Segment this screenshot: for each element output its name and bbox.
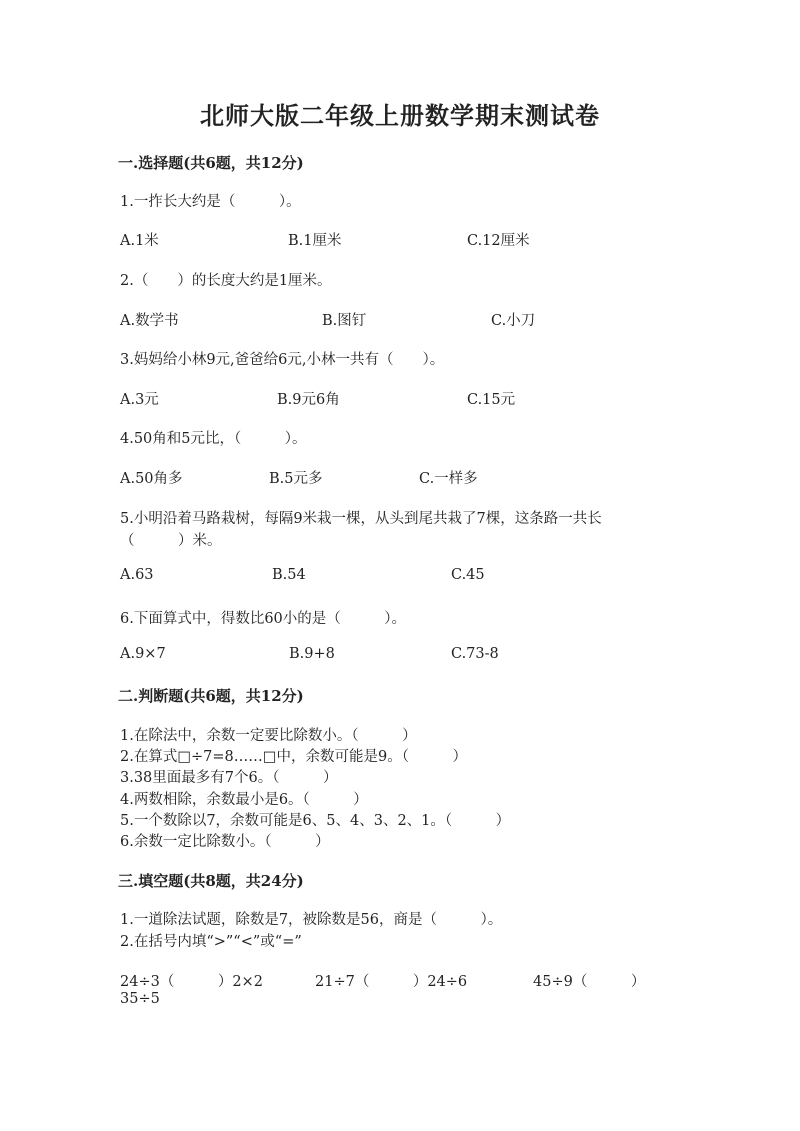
option-c: C.一样多 bbox=[419, 471, 478, 487]
question-stem-continued: （ ）米。 bbox=[120, 533, 222, 549]
compare-expression: 21÷7（ ）24÷6 bbox=[315, 974, 468, 990]
question-stem: 5.小明沿着马路栽树，每隔9米栽一棵，从头到尾共栽了7棵，这条路一共长 bbox=[120, 511, 602, 527]
option-c: C.15元 bbox=[467, 392, 516, 408]
section-heading-fill: 三.填空题(共8题，共24分) bbox=[118, 872, 304, 890]
section-heading-judge: 二.判断题(共6题，共12分) bbox=[118, 687, 304, 705]
option-a: A.3元 bbox=[120, 392, 159, 408]
question-stem: 4.50角和5元比，（ ）。 bbox=[120, 431, 307, 447]
option-a: A.1米 bbox=[120, 233, 159, 249]
fill-item: 2.在括号内填“>”“<”或“=” bbox=[120, 934, 302, 950]
judge-item: 4.两数相除，余数最小是6。（ ） bbox=[120, 792, 368, 808]
option-a: A.50角多 bbox=[120, 471, 183, 487]
option-a: A.63 bbox=[120, 567, 154, 583]
judge-item: 1.在除法中，余数一定要比除数小。（ ） bbox=[120, 728, 417, 744]
judge-item: 2.在算式□÷7=8……□中，余数可能是9。（ ） bbox=[120, 749, 467, 765]
page-title: 北师大版二年级上册数学期末测试卷 bbox=[200, 101, 600, 130]
judge-item: 3.38里面最多有7个6。（ ） bbox=[120, 770, 338, 786]
compare-expression: 24÷3（ ）2×2 bbox=[120, 974, 263, 990]
question-stem: 6.下面算式中，得数比60小的是（ ）。 bbox=[120, 611, 407, 627]
compare-expression: 35÷5 bbox=[120, 991, 160, 1007]
fill-item: 1.一道除法试题，除数是7，被除数是56，商是（ ）。 bbox=[120, 912, 503, 928]
question-stem: 1.一拃长大约是（ ）。 bbox=[120, 194, 301, 210]
option-b: B.9+8 bbox=[289, 646, 335, 662]
option-c: C.12厘米 bbox=[467, 233, 530, 249]
section-heading-choice: 一.选择题(共6题，共12分) bbox=[118, 154, 304, 172]
option-c: C.73-8 bbox=[451, 646, 499, 662]
compare-expression: 45÷9（ ） bbox=[533, 974, 646, 990]
judge-item: 5.一个数除以7，余数可能是6、5、4、3、2、1。（ ） bbox=[120, 813, 511, 829]
judge-item: 6.余数一定比除数小。（ ） bbox=[120, 834, 330, 850]
option-c: C.小刀 bbox=[491, 313, 536, 329]
option-b: B.9元6角 bbox=[277, 392, 340, 408]
option-b: B.54 bbox=[272, 567, 306, 583]
option-b: B.5元多 bbox=[269, 471, 323, 487]
option-c: C.45 bbox=[451, 567, 485, 583]
question-stem: 2.（ ）的长度大约是1厘米。 bbox=[120, 273, 332, 289]
option-a: A.数学书 bbox=[120, 313, 179, 329]
option-b: B.图钉 bbox=[322, 313, 367, 329]
question-stem: 3.妈妈给小林9元,爸爸给6元,小林一共有（ ）。 bbox=[120, 352, 445, 368]
option-a: A.9×7 bbox=[120, 646, 166, 662]
option-b: B.1厘米 bbox=[288, 233, 342, 249]
